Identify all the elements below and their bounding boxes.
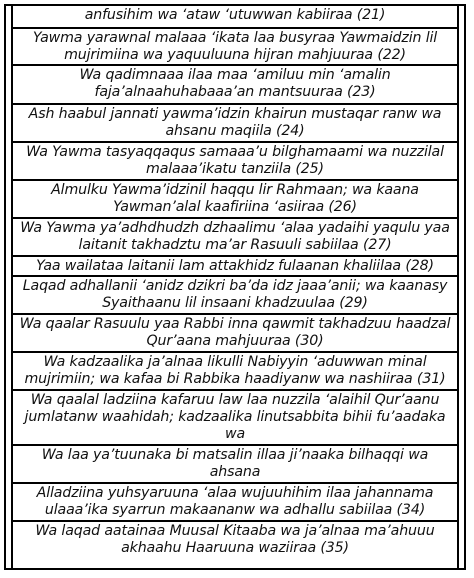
verse-31: Wa kadzaalika ja’alnaa likulli Nabiyyin ‘aduwwan minal mujrimiin; wa kafaa bi Rabbika haadiyanw wa nashiiraa (31) <box>13 353 457 391</box>
verse-24: Ash haabul jannati yawma’idzin khairun mustaqar ranw wa ahsanu maqiila (24) <box>13 105 457 143</box>
verse-35: Wa laqad aatainaa Muusal Kitaaba wa ja’alnaa ma’ahuuu akhaahu Haaruuna waziiraa (35) <box>35 523 435 556</box>
verse-28: Yaa wailataa laitanii lam attakhidz fulaanan khaliilaa (28) <box>13 257 457 277</box>
verse-34: Alladziina yuhsyaruuna ‘alaa wujuuhihim ilaa jahannama ulaaa’ika syarrun makaananw wa adhallu sabiilaa (34) <box>13 484 457 522</box>
verse-22: Yawma yarawnal malaaa ‘ikata laa busyraa Yawmaidzin lil mujrimiina wa yaquuluuna hijran mahjuuraa (22) <box>13 29 457 66</box>
verse-33: Wa laa ya’tuunaka bi matsalin illaa ji’naaka bilhaqqi wa ahsana <box>13 446 457 484</box>
verse-27: Wa Yawma ya’adhdhudzh dzhaalimu ‘alaa yadaihi yaqulu yaa laitanit takhadztu ma’ar Rasuuli sabiilaa (27) <box>13 219 457 257</box>
verse-26: Almulku Yawma’idzinil haqqu lir Rahmaan; wa kaana Yawman’alal kaafiriina ‘asiiraa (26) <box>13 181 457 219</box>
verse-table-frame <box>4 4 466 570</box>
verse-23: Wa qadimnaaa ilaa maa ‘amiluu min ‘amalin faja’alnaahuhabaaa’an mantsuuraa (23) <box>13 66 457 105</box>
verse-table <box>11 6 459 568</box>
verse-30: Wa qaalar Rasuulu yaa Rabbi inna qawmit takhadzuu haadzal Qur’aana mahjuuraa (30) <box>13 315 457 353</box>
verse-29: Laqad adhallanii ‘anidz dzikri ba’da idz jaaa’anii; wa kaanasy Syaithaanu lil insaani khadzuulaa (29) <box>13 277 457 315</box>
verse-25: Wa Yawma tasyaqqaqus samaaa’u bilghamaami wa nuzzilal malaaa’ikatu tanziila (25) <box>13 143 457 181</box>
verse-32: Wa qaalal ladziina kafaruu law laa nuzzila ‘alaihil Qur’aanu jumlatanw waahidah; kadzaalika linutsabbita bihii fu’aadaka wa <box>13 391 457 446</box>
verse-21: anfusihim wa ‘ataw ‘utuwwan kabiiraa (21) <box>13 6 457 29</box>
